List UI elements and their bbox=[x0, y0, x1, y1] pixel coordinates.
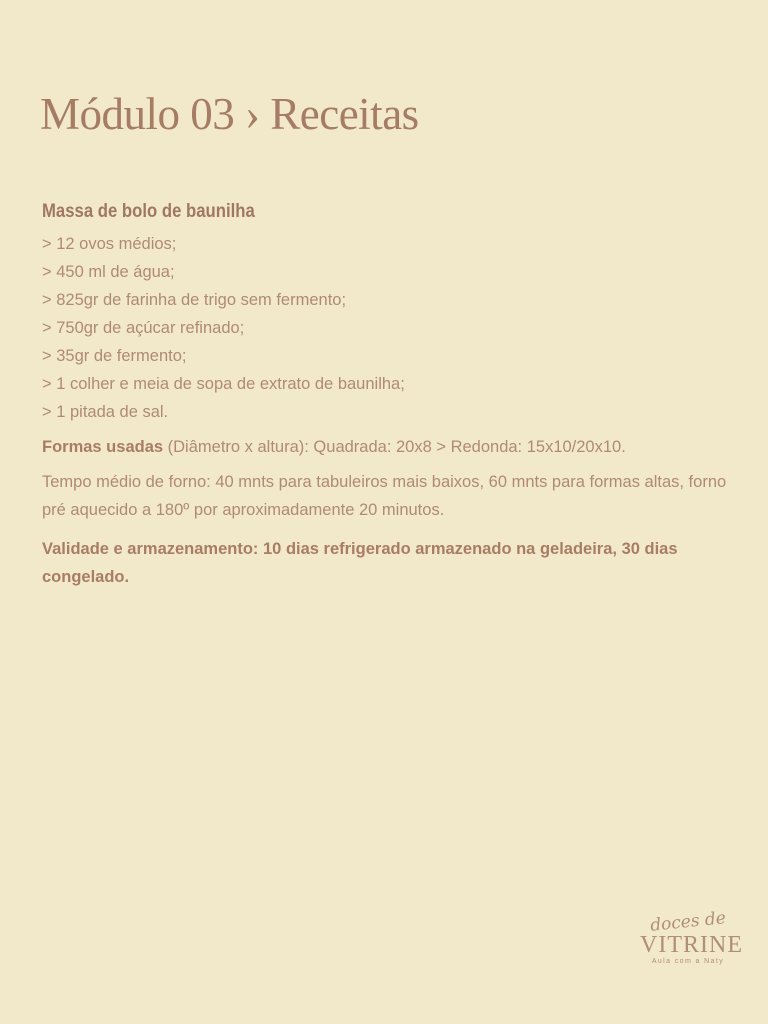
ingredient-item: > 1 pitada de sal. bbox=[42, 403, 169, 421]
ingredient-item: > 1 colher e meia de sopa de extrato de baunilha; bbox=[42, 375, 405, 393]
ingredient-item: > 825gr de farinha de trigo sem fermento; bbox=[42, 291, 347, 309]
brand-logo bbox=[640, 908, 743, 965]
recipe-section bbox=[42, 201, 742, 591]
logo-subtitle: Aula com a Naty bbox=[651, 958, 725, 965]
validade-paragraph: Validade e armazenamento: 10 dias refrigerado armazenado na geladeira, 30 dias congelado. bbox=[42, 540, 678, 586]
ingredient-item: > 35gr de fermento; bbox=[42, 347, 187, 365]
page-title: Módulo 03 › Receitas bbox=[40, 89, 419, 139]
logo-main-text: VITRINE bbox=[640, 932, 743, 958]
formas-text: (Diâmetro x altura): Quadrada: 20x8 > Redonda: 15x10/20x10. bbox=[163, 438, 626, 456]
ingredient-item: > 450 ml de água; bbox=[42, 263, 175, 281]
tempo-paragraph: Tempo médio de forno: 40 mnts para tabuleiros mais baixos, 60 mnts para formas altas, forno pré aquecido a 180º por aproximadamente 20 minutos. bbox=[42, 473, 727, 519]
formas-label: Formas usadas bbox=[42, 438, 164, 456]
formas-paragraph bbox=[42, 433, 742, 461]
ingredient-list bbox=[42, 230, 742, 426]
recipe-title: Massa de bolo de baunilha bbox=[42, 201, 255, 222]
logo-script-text: doces de bbox=[649, 908, 727, 936]
ingredient-item: > 750gr de açúcar refinado; bbox=[42, 319, 245, 337]
ingredient-item: > 12 ovos médios; bbox=[42, 235, 177, 253]
